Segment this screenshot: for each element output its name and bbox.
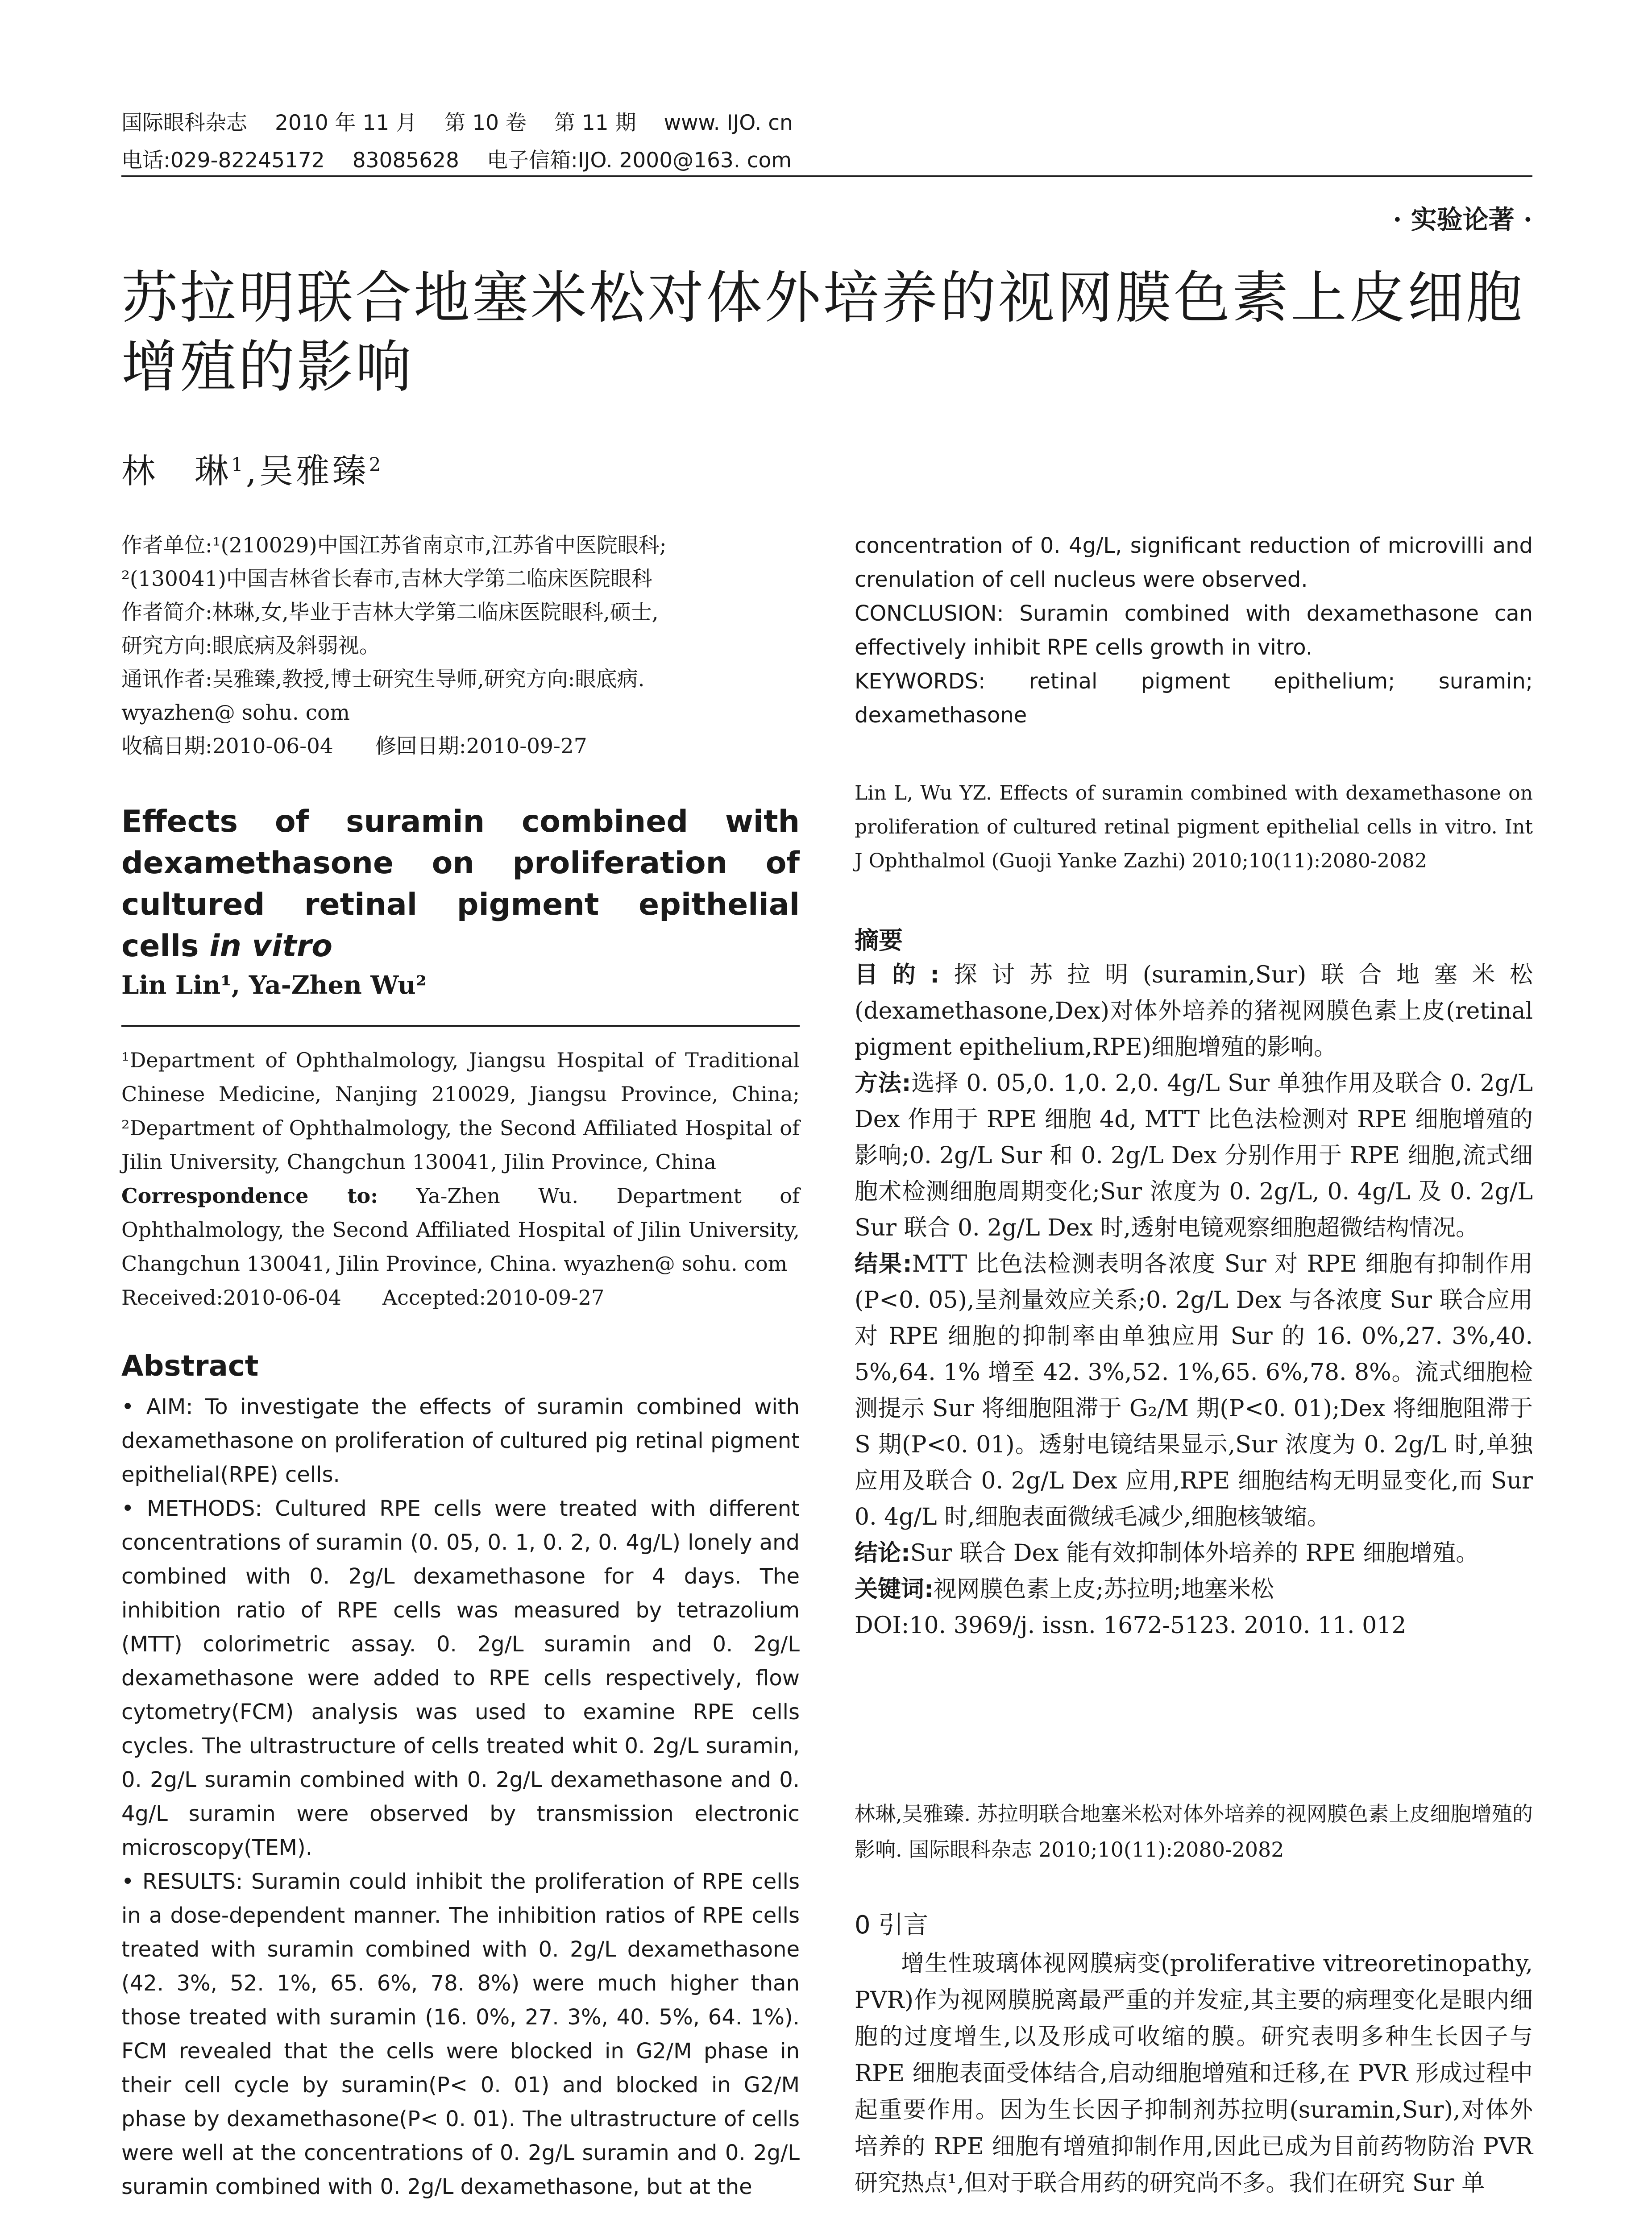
intro-body: 增生性玻璃体视网膜病变(proliferative vitreoretinopathy, PVR)作为视网膜脱离最严重的并发症,其主要的病理变化是眼内细胞的过度增生,以及形成可收缩的膜。研究表明多种生长因子与 RPE 细胞表面受体结合,启动细胞增殖和迁移,在 PVR 形成过程中起重要作用。因为生长因子抑制剂苏拉明(suramin,Sur),对体外培养的 RPE 细胞有增殖抑制作用,因此已成为目前药物防治 PVR 研究热点¹,但对于联合用药的研究尚不多。我们在研究 Sur 单 bbox=[855, 1950, 1533, 2197]
header-rule bbox=[121, 175, 1532, 177]
author-info-line: 通讯作者:吴雅臻,教授,博士研究生导师,研究方向:眼底病. bbox=[121, 667, 645, 692]
abstract-keywords: KEYWORDS: retinal pigment epithelium; suramin; dexamethasone bbox=[855, 669, 1533, 728]
author-info-line: ²(130041)中国吉林省长春市,吉林大学第二临床医院眼科 bbox=[121, 567, 652, 591]
doi: DOI:10. 3969/j. issn. 1672-5123. 2010. 11. 012 bbox=[855, 1612, 1407, 1639]
correspondence bbox=[121, 1179, 800, 1281]
abstract-conclusion: CONCLUSION: Suramin combined with dexamethasone can effectively inhibit RPE cells growth in vitro. bbox=[855, 601, 1533, 660]
journal-header-line2 bbox=[121, 144, 819, 174]
abstract-body bbox=[121, 1390, 800, 2204]
citation-english: Lin L, Wu YZ. Effects of suramin combined with dexamethasone on proliferation of cultured retinal pigment epithelial cells in vitro. Int J Ophthalmol (Guoji Yanke Zazhi) 2010;10(11):2080-2082 bbox=[855, 782, 1533, 872]
author-info bbox=[121, 529, 800, 763]
author-info-line: 收稿日期:2010-06-04 修回日期:2010-09-27 bbox=[121, 734, 587, 759]
zh-results bbox=[855, 1246, 1533, 1535]
author-2: ,吴雅臻 bbox=[245, 451, 369, 491]
zh-aim-text: 探讨苏拉明(suramin,Sur)联合地塞米松(dexamethasone,Dex)对体外培养的猪视网膜色素上皮(retinal pigment epithelium,RPE)细胞增殖的影响。 bbox=[855, 962, 1533, 1061]
zh-conclusion bbox=[855, 1535, 1533, 1572]
correspondence-text: Ya-Zhen Wu. Department of Ophthalmology, the Second Affiliated Hospital of Jilin University, Changchun 130041, Jilin Province, China. wyazhen@ sohu. com bbox=[121, 1184, 800, 1276]
author-1-sup: 1 bbox=[231, 453, 246, 476]
zh-conclusion-label: 结论: bbox=[855, 1540, 910, 1567]
authors bbox=[121, 444, 383, 493]
zh-aim-label: 目的: bbox=[855, 962, 940, 988]
journal-header-line1 bbox=[121, 106, 821, 136]
zh-methods bbox=[855, 1066, 1533, 1246]
abstract-results-continued: concentration of 0. 4g/L, significant reduction of microvilli and crenulation of cell nucleus were observed. bbox=[855, 533, 1533, 592]
abstract-continued bbox=[855, 529, 1533, 732]
correspondence-label: Correspondence to: bbox=[121, 1184, 378, 1208]
chinese-abstract bbox=[855, 957, 1533, 1644]
email: 电子信箱:IJO. 2000@163. com bbox=[486, 148, 792, 173]
citation-chinese: 林琳,吴雅臻. 苏拉明联合地塞米松对体外培养的视网膜色素上皮细胞增殖的影响. 国际眼科杂志 2010;10(11):2080-2082 bbox=[855, 1802, 1533, 1862]
zh-conclusion-text: Sur 联合 Dex 能有效抑制体外培养的 RPE 细胞增殖。 bbox=[910, 1540, 1479, 1567]
english-title-italic: in vitro bbox=[209, 929, 333, 964]
english-title bbox=[121, 801, 800, 967]
english-affiliations bbox=[121, 1043, 800, 1315]
abstract-heading: Abstract bbox=[121, 1350, 259, 1383]
author-2-sup: 2 bbox=[369, 453, 384, 476]
author-info-line: 作者简介:林琳,女,毕业于吉林大学第二临床医院眼科,硕士, bbox=[121, 600, 659, 625]
zh-methods-label: 方法: bbox=[855, 1070, 911, 1097]
chinese-abstract-heading: 摘要 bbox=[855, 926, 903, 954]
zh-results-label: 结果: bbox=[855, 1251, 912, 1277]
abstract-results: • RESULTS: Suramin could inhibit the proliferation of RPE cells in a dose-dependent manner. The inhibition ratios of RPE cells treated with suramin combined with 0. 2g/L dexamethasone (42. 3%, 52. 1%, 65. 6%, 78. 8%) were much higher than those treated with suramin (16. 0%, 27. 3%, 40. 5%, 64. 1%). FCM revealed that the cells were blocked in G2/M phase in their cell cycle by suramin(P< 0. 01) and blocked in G2/M phase by dexamethasone(P< 0. 01). The ultrastructure of cells were well at the concentrations of 0. 2g/L suramin and 0. 2g/L suramin combined with 0. 2g/L dexamethasone, but at the bbox=[121, 1869, 800, 2199]
zh-keywords-text: 视网膜色素上皮;苏拉明;地塞米松 bbox=[933, 1576, 1274, 1603]
zh-results-text: MTT 比色法检测表明各浓度 Sur 对 RPE 细胞有抑制作用(P<0. 05),呈剂量效应关系;0. 2g/L Dex 与各浓度 Sur 联合应用对 RPE 细胞的抑制率由单独应用 Sur 的 16. 0%,27. 3%,40. 5%,64. 1% 增至 42. 3%,52. 1%,65. 6%,78. 8%。流式细胞检测提示 Sur 将细胞阻滞于 G₂/M 期(P<0. 01);Dex 将细胞阻滞于 S 期(P<0. 01)。透射电镜结果显示,Sur 浓度为 0. 2g/L 时,单独应用及联合 0. 2g/L Dex 应用,RPE 细胞结构无明显变化,而 Sur 0. 4g/L 时,细胞表面微绒毛减少,细胞核皱缩。 bbox=[855, 1251, 1533, 1530]
english-authors: Lin Lin¹, Ya-Zhen Wu² bbox=[121, 970, 427, 1000]
intro-heading: 0 引言 bbox=[855, 1911, 929, 1940]
abstract-aim: • AIM: To investigate the effects of suramin combined with dexamethasone on proliferation of cultured pig retinal pigment epithelial(RPE) cells. bbox=[121, 1394, 800, 1487]
author-1: 林 琳 bbox=[121, 451, 231, 491]
affiliation-text: ¹Department of Ophthalmology, Jiangsu Hospital of Traditional Chinese Medicine, Nanjing 210029, Jiangsu Province, China; ²Department of Ophthalmology, the Second Affiliated Hospital of Jilin University, Changchun 130041, Jilin Province, China bbox=[121, 1048, 800, 1174]
issue: 第 11 期 bbox=[554, 111, 636, 135]
issue-date: 2010 年 11 月 bbox=[275, 111, 417, 135]
abstract-methods: • METHODS: Cultured RPE cells were treated with different concentrations of suramin (0. 05, 0. 1, 0. 2, 0. 4g/L) lonely and combined with 0. 2g/L dexamethasone for 4 days. The inhibition ratio of RPE cells was measured by tetrazolium (MTT) colorimetric assay. 0. 2g/L suramin and 0. 2g/L dexamethasone were added to RPE cells respectively, flow cytometry(FCM) analysis was used to examine RPE cells cycles. The ultrastructure of cells treated whit 0. 2g/L suramin, 0. 2g/L suramin combined with 0. 2g/L dexamethasone and 0. 4g/L suramin were observed by transmission electronic microscopy(TEM). bbox=[121, 1496, 800, 1860]
zh-methods-text: 选择 0. 05,0. 1,0. 2,0. 4g/L Sur 单独作用及联合 0. 2g/L Dex 作用于 RPE 细胞 4d, MTT 比色法检测对 RPE 细胞增殖的影响;0. 2g/L Sur 和 0. 2g/L Dex 分别作用于 RPE 细胞,流式细胞术检测细胞周期变化;Sur 浓度为 0. 2g/L, 0. 4g/L 及 0. 2g/L Sur 联合 0. 2g/L Dex 时,透射电镜观察细胞超微结构情况。 bbox=[855, 1070, 1533, 1241]
zh-aim bbox=[855, 957, 1533, 1066]
phone: 电话:029-82245172 bbox=[121, 148, 325, 173]
author-info-line: wyazhen@ sohu. com bbox=[121, 701, 350, 725]
author-info-line: 研究方向:眼底病及斜弱视。 bbox=[121, 634, 380, 658]
zh-keywords bbox=[855, 1572, 1533, 1608]
received-dates: Received:2010-06-04 Accepted:2010-09-27 bbox=[121, 1286, 605, 1310]
english-title-text: Effects of suramin combined with dexamethasone on proliferation of cultured retinal pigment epithelial cells bbox=[121, 804, 800, 964]
phone2: 83085628 bbox=[352, 148, 459, 173]
author-rule bbox=[121, 1025, 800, 1027]
website: www. IJO. cn bbox=[664, 111, 793, 135]
journal-name: 国际眼科杂志 bbox=[121, 111, 247, 135]
section-tag: · 实验论著 · bbox=[1393, 204, 1532, 235]
author-info-line: 作者单位:¹(210029)中国江苏省南京市,江苏省中医院眼科; bbox=[121, 533, 667, 558]
volume: 第 10 卷 bbox=[444, 111, 527, 135]
article-title: 苏拉明联合地塞米松对体外培养的视网膜色素上皮细胞增殖的影响 bbox=[121, 265, 1524, 400]
zh-keywords-label: 关键词: bbox=[855, 1576, 934, 1603]
